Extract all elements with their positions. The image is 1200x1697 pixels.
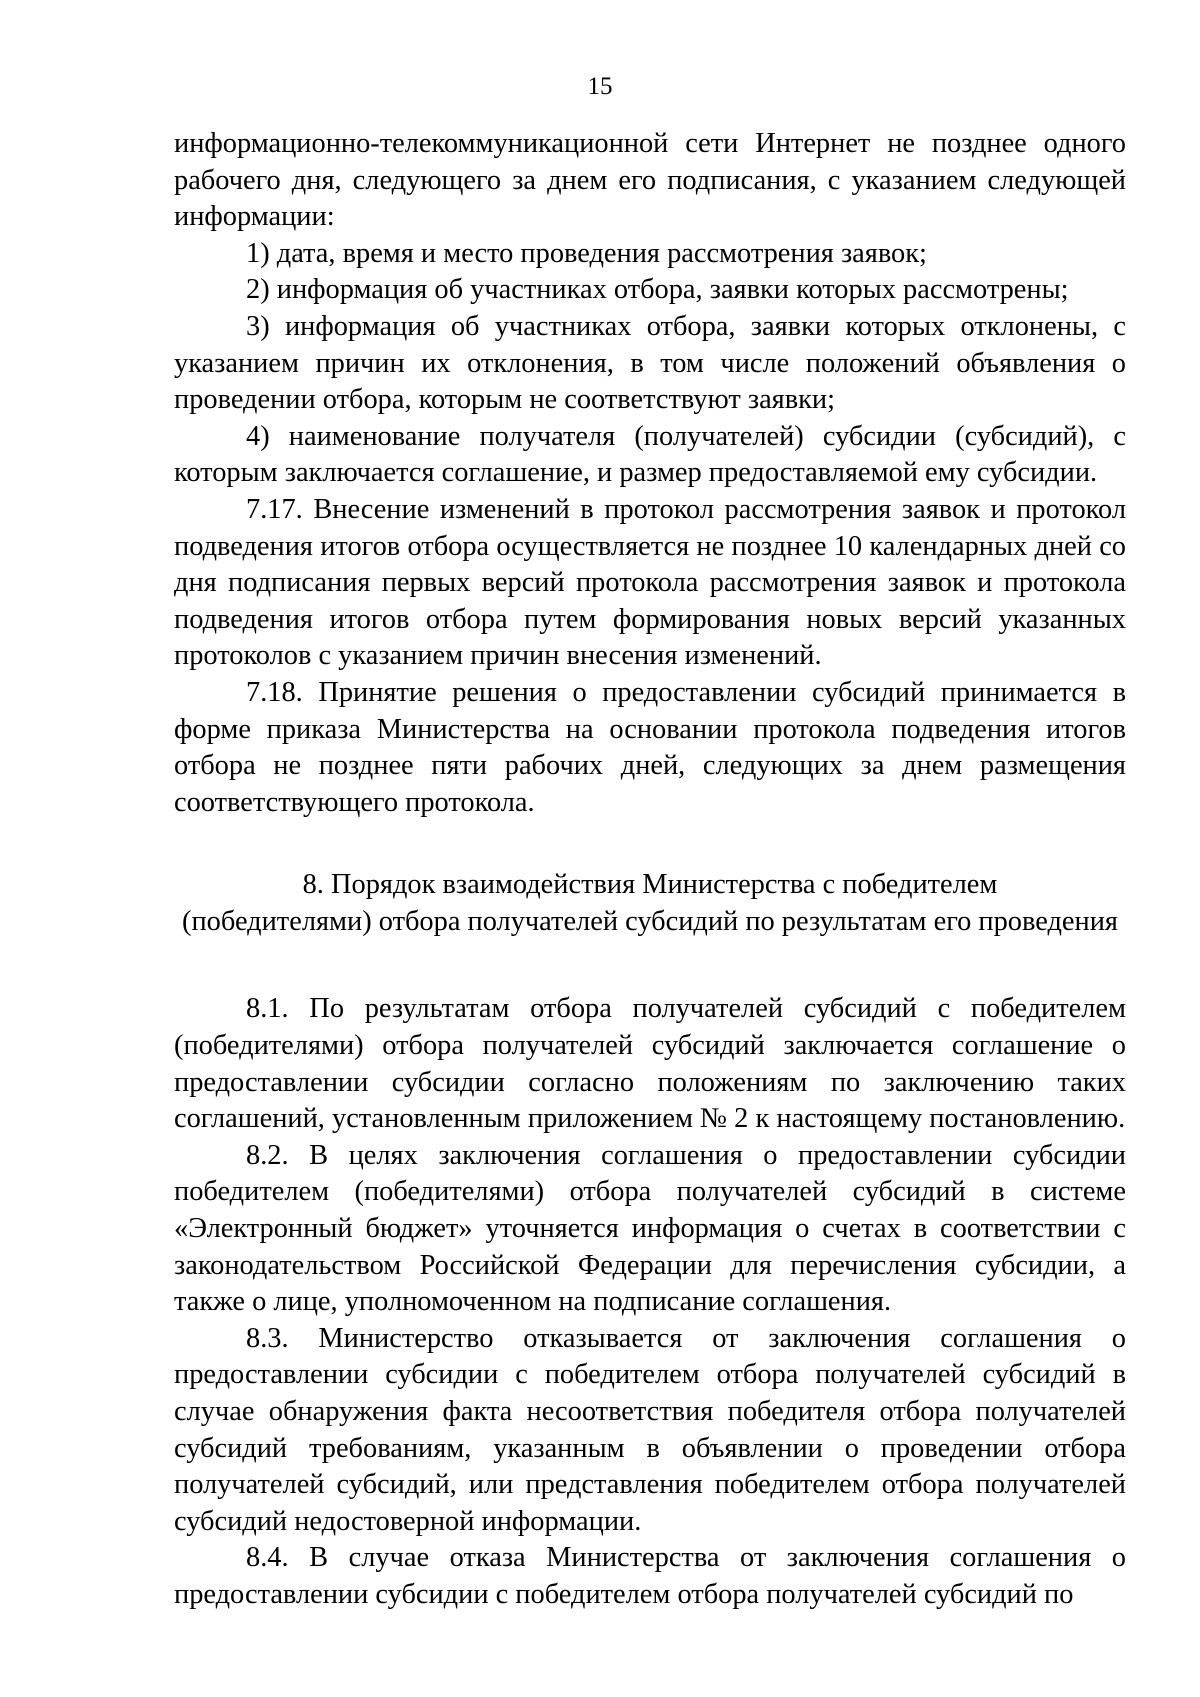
clause-7-18: 7.18. Принятие решения о предоставлении субсидий принимается в форме приказа Министерства на основании протокола подведения итогов отбора не позднее пяти рабочих дней, следующих за днем размещения соответствующего протокола. (174, 676, 1126, 818)
document-body (174, 126, 1126, 1614)
clause-8-3: 8.3. Министерство отказывается от заключения соглашения о предоставлении субсидии с победителем отбора получателей субсидий в случае обнаружения факта несоответствия победителя отбора получателей субсидий требованиям, указанным в объявлении о проведении отбора получателей субсидий, или представления победителем отбора получателей субсидий недостоверной информации. (174, 1322, 1126, 1537)
section-heading-line-1: 8. Порядок взаимодействия Министерства с победителем (302, 869, 998, 901)
clause-7-17: 7.17. Внесение изменений в протокол рассмотрения заявок и протокол подведения итогов отбора осуществляется не позднее 10 календарных дней со дня подписания первых версий протокола рассмотрения заявок и протокола подведения итогов отбора путем формирования новых версий указанных протоколов с указанием причин внесения изменений. (174, 493, 1126, 672)
section-heading-line-2: (победителями) отбора получателей субсидий по результатам его проведения (182, 905, 1118, 937)
clause-8-1: 8.1. По результатам отбора получателей субсидий с победителем (победителями) отбора получателей субсидий заключается соглашение о предоставлении субсидии согласно положениям по заключению таких соглашений, установленным приложением № 2 к настоящему постановлению. (174, 993, 1126, 1135)
list-item-4: 4) наименование получателя (получателей) субсидии (субсидий), с которым заключается соглашение, и размер предоставляемой ему субсидии. (174, 420, 1126, 489)
list-item-2: 2) информация об участниках отбора, заявки которых рассмотрены; (246, 274, 1069, 306)
clause-8-2: 8.2. В целях заключения соглашения о предоставлении субсидии победителем (победителями) отбора получателей субсидий в системе «Электронный бюджет» уточняется информация о счетах в соответствии с законодательством Российской Федерации для перечисления субсидии, а также о лице, уполномоченном на подписание соглашения. (174, 1139, 1126, 1318)
page-number: 15 (587, 73, 613, 100)
list-item-3: 3) информация об участниках отбора, заявки которых отклонены, с указанием причин их отклонения, в том числе положений объявления о проведении отбора, которым не соответствуют заявки; (174, 310, 1126, 416)
list-item-1: 1) дата, время и место проведения рассмотрения заявок; (246, 237, 927, 269)
section-heading (174, 867, 1126, 940)
paragraph-continuation: информационно-телекоммуникационной сети Интернет не позднее одного рабочего дня, следующего за днем его подписания, с указанием следующей информации: (174, 128, 1126, 233)
clause-8-4: 8.4. В случае отказа Министерства от заключения соглашения о предоставлении субсидии с победителем отбора получателей субсидий по (174, 1542, 1126, 1610)
